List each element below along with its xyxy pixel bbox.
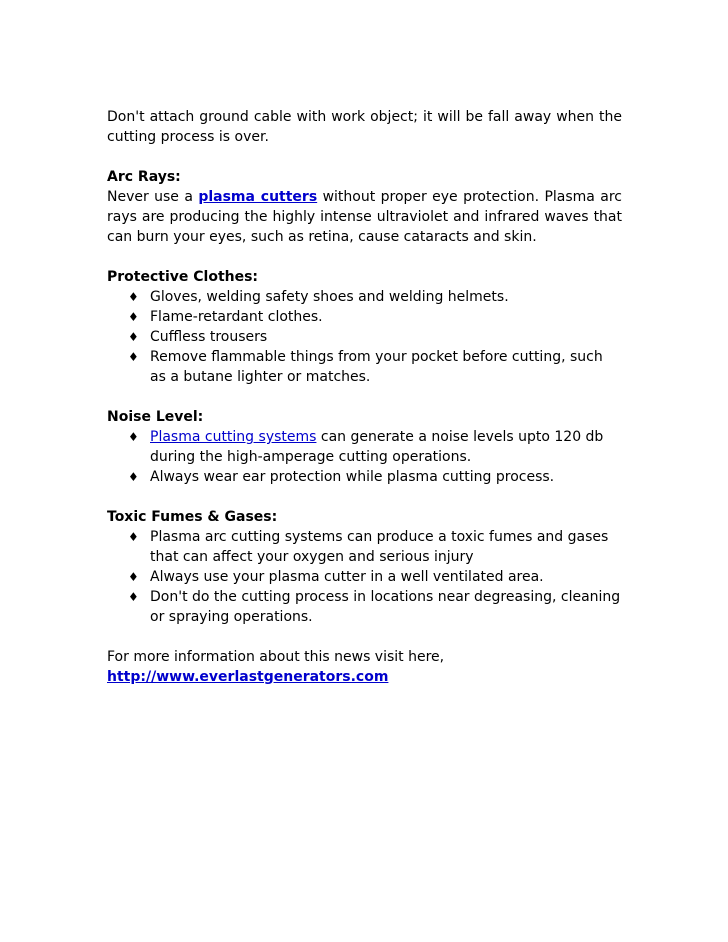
spacer: [107, 247, 622, 267]
list-item: [107, 307, 622, 327]
protective-clothes-heading: Protective Clothes:: [107, 269, 259, 285]
noise-level-heading: Noise Level:: [107, 409, 204, 425]
arc-rays-paragraph: [107, 187, 622, 247]
diamond-bullet-icon: ♦: [128, 290, 139, 304]
plasma-cutting-systems-link[interactable]: Plasma cutting systems: [150, 429, 317, 445]
toxic-fumes-heading: Toxic Fumes & Gases:: [107, 509, 278, 525]
diamond-bullet-icon: ♦: [128, 570, 139, 584]
list-item: [107, 327, 622, 347]
list-item: [107, 467, 622, 487]
spacer: [107, 487, 622, 507]
diamond-bullet-icon: ♦: [128, 530, 139, 544]
list-item: [107, 567, 622, 587]
diamond-bullet-icon: ♦: [128, 470, 139, 484]
list-item-text: Cuffless trousers: [150, 329, 268, 345]
everlast-generators-link[interactable]: http://www.everlastgenerators.com: [107, 669, 389, 685]
list-item-text: Plasma arc cutting systems can produce a toxic fumes and gases that can affect your oxygen and serious injury: [150, 529, 609, 565]
list-item: [107, 527, 622, 567]
diamond-bullet-icon: ♦: [128, 590, 139, 604]
spacer: [107, 627, 622, 647]
diamond-bullet-icon: ♦: [128, 350, 139, 364]
arc-rays-text-before: Never use a: [107, 189, 199, 205]
arc-rays-text-after: without proper eye protection. Plasma arc rays are producing the highly intense ultraviolet and infrared waves that can burn your eyes, such as retina, cause cataracts and skin.: [107, 189, 622, 245]
list-item: [107, 287, 622, 307]
footer-text: For more information about this news visit here,: [107, 649, 445, 665]
diamond-bullet-icon: ♦: [128, 330, 139, 344]
spacer: [107, 387, 622, 407]
toxic-fumes-list: [107, 527, 622, 627]
diamond-bullet-icon: ♦: [128, 310, 139, 324]
intro-paragraph: Don't attach ground cable with work object; it will be fall away when the cutting process is over.: [107, 109, 622, 145]
list-item-text: can generate a noise levels upto 120 db during the high-amperage cutting operations.: [150, 429, 604, 465]
list-item-text: Flame-retardant clothes.: [150, 309, 323, 325]
arc-rays-heading: Arc Rays:: [107, 169, 181, 185]
list-item: [107, 347, 622, 387]
list-item: [107, 427, 622, 467]
list-item: [107, 587, 622, 627]
list-item-text: Gloves, welding safety shoes and welding helmets.: [150, 289, 509, 305]
document-page: [107, 107, 622, 687]
plasma-cutters-link[interactable]: plasma cutters: [198, 189, 318, 205]
list-item-text: Don't do the cutting process in locations near degreasing, cleaning or spraying operations.: [150, 589, 621, 625]
diamond-bullet-icon: ♦: [128, 430, 139, 444]
noise-level-list: [107, 427, 622, 487]
protective-clothes-list: [107, 287, 622, 387]
list-item-text: Always wear ear protection while plasma cutting process.: [150, 469, 555, 485]
list-item-text: Always use your plasma cutter in a well ventilated area.: [150, 569, 544, 585]
list-item-text: Remove flammable things from your pocket before cutting, such as a butane lighter or matches.: [150, 349, 603, 385]
spacer: [107, 147, 622, 167]
